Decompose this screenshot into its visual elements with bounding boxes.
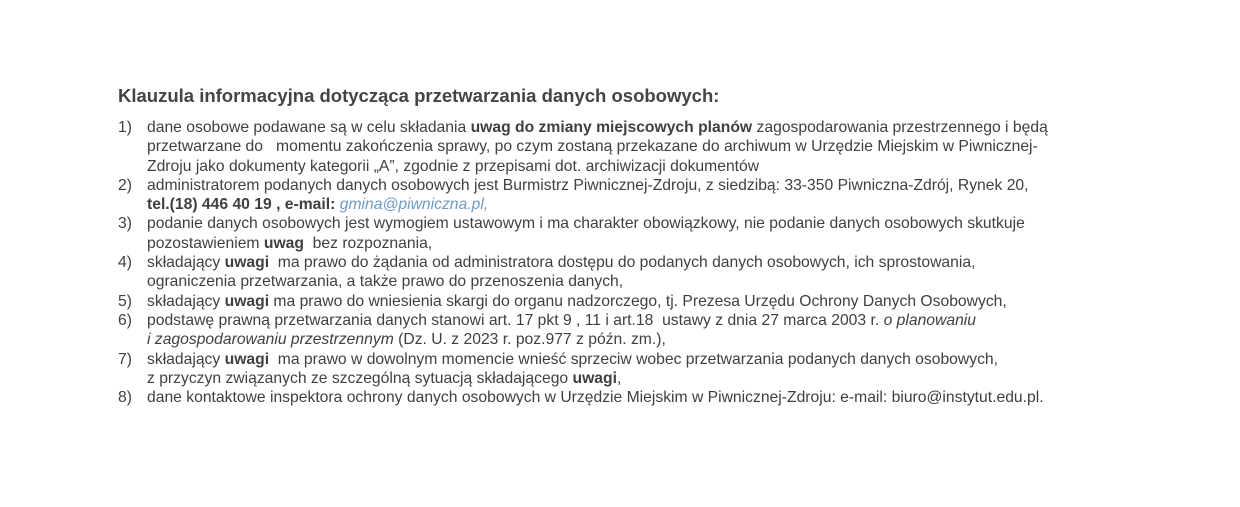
item-text: podanie danych osobowych jest wymogiem ustawowym i ma charakter obowiązkowy, nie podanie danych osobowych skutkuje: [147, 215, 1025, 233]
item-text: bez rozpoznania,: [303, 234, 433, 252]
item-text: pozostawieniem: [147, 234, 264, 252]
clause-item-7: [118, 350, 1128, 389]
item-number: 4): [118, 254, 132, 272]
item-number: 8): [118, 389, 132, 407]
item-text: administratorem podanych danych osobowych jest Burmistrz Piwnicznej-Zdroju, z siedzibą: 33-350 Piwniczna-Zdrój, Rynek 20,: [147, 176, 1029, 194]
item-text: Zdroju jako dokumenty kategorii „A”, zgodnie z przepisami dot. archiwizacji dokumentów: [147, 157, 760, 175]
item-bold-text: uwagi: [224, 254, 270, 272]
item-text: dane kontaktowe inspektora ochrony danych osobowych w Urzędzie Miejskim w Piwnicznej-Zdroju: e-mail: biuro@instytut.edu.pl.: [147, 389, 1044, 407]
item-text: składający: [147, 292, 225, 310]
item-text: z przyczyn związanych ze szczególną sytuacją składającego: [147, 369, 573, 387]
item-text: przetwarzane do momentu zakończenia sprawy, po czym zostaną przekazane do archiwum w Urzędzie Miejskim w Piwnicznej-: [147, 138, 1038, 156]
item-text: zagospodarowania przestrzennego i będą: [752, 119, 1048, 136]
item-text: ma prawo do wniesienia skargi do organu nadzorczego, tj. Prezesa Urzędu Ochrony Danych Osobowych,: [269, 292, 1007, 310]
clause-item-2: [118, 176, 1128, 215]
email-link[interactable]: gmina@piwniczna.pl,: [339, 196, 489, 214]
item-text: składający: [147, 254, 225, 272]
item-bold-text: uwag do zmiany miejscowych planów: [470, 119, 753, 136]
clause-item-4: [118, 253, 1128, 292]
item-number: 5): [118, 292, 132, 310]
clause-item-1: [118, 118, 1128, 176]
item-bold-text: uwag: [263, 234, 304, 252]
item-text: ,: [616, 369, 622, 387]
clause-item-8: [118, 388, 1128, 407]
item-text: ma prawo w dowolnym momencie wnieść sprzeciw wobec przetwarzania podanych danych osobowych,: [269, 350, 998, 368]
item-bold-text: uwagi: [224, 350, 270, 368]
contact-phone-label: tel.(18) 446 40 19 , e-mail:: [147, 196, 340, 214]
item-bold-text: uwagi: [572, 369, 617, 387]
item-number: 3): [118, 215, 132, 233]
clause-item-6: [118, 311, 1128, 350]
item-text: składający: [147, 350, 225, 368]
document-body: [118, 84, 1128, 407]
clause-list: [118, 118, 1128, 407]
item-text: dane osobowe podawane są w celu składania: [147, 119, 471, 136]
item-text: (Dz. U. z 2023 r. poz.977 z późn. zm.),: [393, 331, 666, 349]
document-title: Klauzula informacyjna dotycząca przetwarzania danych osobowych:: [118, 85, 720, 106]
item-italic-text: o planowaniu: [883, 311, 977, 329]
item-text: podstawę prawną przetwarzania danych stanowi art. 17 pkt 9 , 11 i art.18 ustawy z dnia 27 marca 2003 r.: [147, 311, 884, 329]
item-bold-text: uwagi: [224, 292, 270, 310]
item-italic-text: i zagospodarowaniu przestrzennym: [147, 331, 394, 349]
clause-item-3: [118, 214, 1128, 253]
item-number: 7): [118, 350, 132, 368]
clause-item-5: [118, 292, 1128, 311]
item-text: ma prawo do żądania od administratora dostępu do podanych danych osobowych, ich sprostowania,: [269, 254, 976, 272]
item-text: ograniczenia przetwarzania, a także prawo do przenoszenia danych,: [147, 273, 624, 291]
item-number: 2): [118, 176, 132, 194]
item-number: 6): [118, 311, 132, 329]
item-number: 1): [118, 119, 132, 136]
